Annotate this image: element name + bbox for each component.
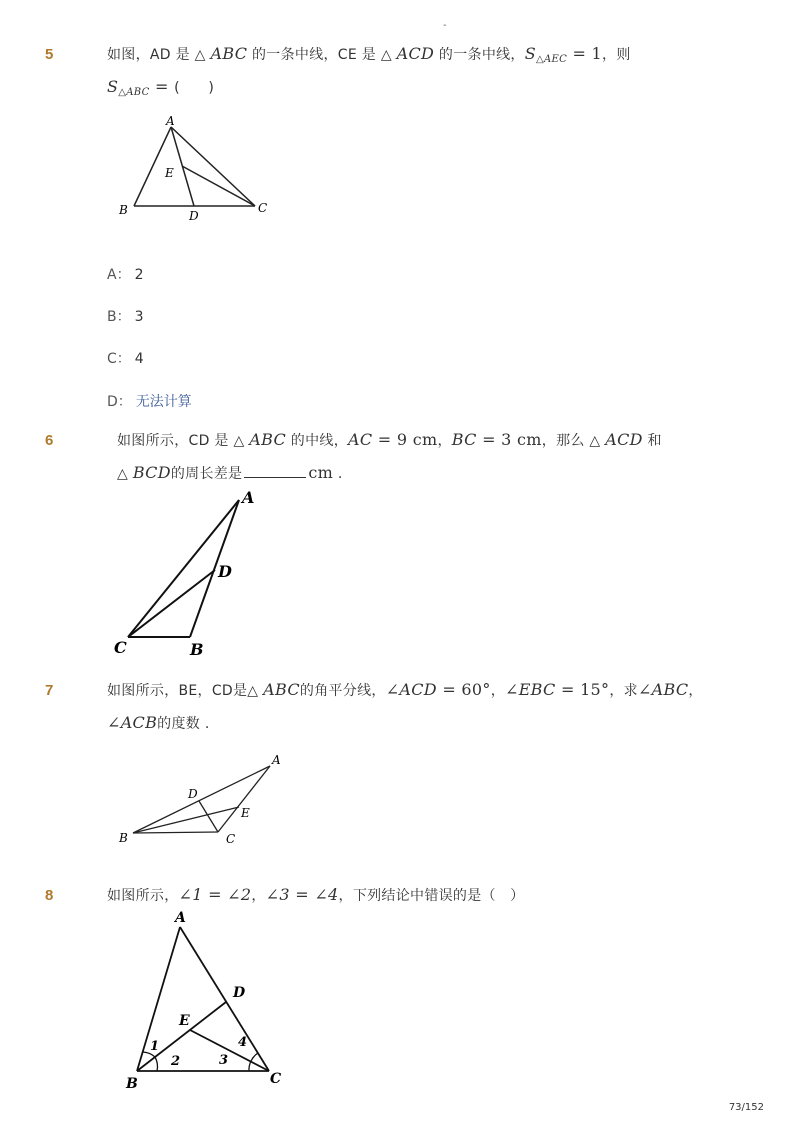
q7-angle-acd: ∠ACD (385, 680, 437, 699)
question-number-6: 6 (45, 432, 54, 449)
label-b: B (119, 831, 128, 845)
q7-text: ， (490, 683, 505, 699)
q7-angle-acd-value: = 60° (436, 680, 491, 699)
q5-option-d[interactable] (107, 391, 192, 411)
q8-angle-eq-1: ∠1 = ∠2 (178, 885, 252, 904)
q5-text: 如图，AD 是 △ (107, 47, 211, 63)
label-a: A (166, 114, 175, 128)
q7-text-line-2 (107, 713, 210, 733)
q5-text: ，则 (602, 47, 631, 63)
q6-math-bc: BC (451, 430, 477, 449)
label-a: A (272, 753, 281, 767)
q5-text: 的一条中线， (434, 47, 525, 63)
angle-label-3: 3 (219, 1053, 229, 1068)
label-c: C (114, 638, 127, 657)
q5-text-line-1 (107, 44, 631, 65)
q7-text-line-1 (107, 680, 703, 700)
q6-math-ac-value: = 9 cm (372, 430, 438, 449)
question-number-5: 5 (45, 46, 54, 63)
q5-math-acd: ACD (396, 44, 435, 63)
q6-text: △ (117, 466, 133, 482)
q5-text-line-2 (107, 77, 214, 98)
label-a: A (175, 910, 186, 926)
q6-math-bc-value: = 3 cm (476, 430, 542, 449)
segment-ac (180, 927, 269, 1071)
q7-text: ，求 (609, 683, 638, 699)
q5-area-sub: △AEC (536, 54, 568, 65)
angle-label-4: 4 (238, 1035, 248, 1050)
q5-area-symbol: S (524, 44, 536, 63)
q7-text: 如图所示，BE，CD是△ (107, 683, 264, 699)
q6-text-line-2 (117, 463, 343, 483)
q8-angle-eq-2: ∠3 = ∠4 (265, 885, 339, 904)
q6-text: 和 (642, 433, 662, 449)
segment-ca (218, 766, 270, 832)
q5-option-b[interactable] (107, 306, 144, 326)
page-number: 73/152 (728, 1102, 764, 1113)
label-c: C (258, 201, 268, 215)
q8-figure (115, 905, 295, 1095)
option-value: 3 (134, 309, 144, 325)
label-e: E (165, 166, 174, 180)
angle-label-1: 1 (150, 1039, 160, 1054)
q7-figure (110, 745, 300, 855)
label-b: B (190, 640, 204, 659)
q6-math-abc: ABC (249, 430, 287, 449)
label-d: D (233, 985, 246, 1001)
angle-label-2: 2 (171, 1054, 181, 1069)
option-key: A： (107, 267, 131, 283)
segment-bc (133, 832, 218, 833)
q5-option-c[interactable] (107, 348, 144, 368)
q6-math-ac: AC (348, 430, 373, 449)
label-b: B (119, 203, 128, 217)
q7-angle-abc: ∠ABC (637, 680, 689, 699)
label-b: B (126, 1076, 138, 1092)
q6-text-line-1 (117, 430, 662, 450)
label-d: D (188, 787, 198, 801)
q7-angle-ebc: ∠EBC (505, 680, 556, 699)
q6-figure (108, 485, 268, 660)
q6-math-acd: ACD (605, 430, 643, 449)
label-d: D (218, 562, 232, 581)
q5-area-value: = 1 (567, 44, 603, 63)
label-a: A (242, 488, 255, 507)
q7-text: ， (688, 683, 703, 699)
q8-text: ，下列结论中错误的是（ ） (338, 888, 525, 904)
q7-text: 的度数 . (157, 716, 210, 732)
q6-unit: cm (308, 463, 334, 482)
angle-arc-4 (251, 1053, 258, 1061)
q7-angle-acb: ∠ACB (107, 713, 158, 732)
q5-area-symbol: S (107, 77, 119, 96)
question-number-8: 8 (45, 887, 54, 904)
question-number-7: 7 (45, 682, 54, 699)
option-value: 4 (134, 351, 144, 367)
q6-text: ，那么 △ (541, 433, 606, 449)
q6-text: 的中线， (286, 433, 348, 449)
q6-text: 如图所示，CD 是 △ (117, 433, 250, 449)
q5-paren: ( ) (174, 80, 215, 96)
label-c: C (270, 1071, 282, 1087)
q7-math-abc: ABC (263, 680, 300, 699)
q8-text: ， (251, 888, 266, 904)
label-c: C (226, 832, 236, 846)
q6-text: ， (437, 433, 452, 449)
q5-figure (110, 110, 280, 230)
q7-text: 的角平分线， (299, 683, 386, 699)
segment-ba (133, 766, 270, 833)
label-e: E (241, 806, 250, 820)
q6-math-bcd: BCD (132, 463, 171, 482)
q8-text: 如图所示， (107, 888, 179, 904)
top-mark: - (443, 20, 447, 31)
option-key: B： (107, 309, 131, 325)
q6-answer-blank[interactable] (244, 465, 306, 478)
angle-arc-2 (155, 1057, 157, 1071)
q7-angle-ebc-value: = 15° (555, 680, 610, 699)
option-value: 无法计算 (135, 394, 192, 410)
q5-option-a[interactable] (107, 264, 144, 284)
q5-area-sub: △ABC (118, 87, 150, 98)
option-key: D： (107, 394, 132, 410)
q5-text: 的一条中线，CE 是 △ (247, 47, 397, 63)
q5-math-abc: ABC (210, 44, 248, 63)
option-key: C： (107, 351, 131, 367)
q6-text: 的周长差是 (170, 466, 243, 482)
angle-arc-3 (249, 1061, 251, 1071)
option-value: 2 (134, 267, 144, 283)
q6-text: . (333, 466, 343, 482)
label-e: E (179, 1013, 190, 1029)
label-d: D (189, 209, 199, 223)
segment-be (133, 807, 239, 833)
q5-equals: = (149, 77, 175, 96)
q8-text-line-1 (107, 885, 524, 905)
